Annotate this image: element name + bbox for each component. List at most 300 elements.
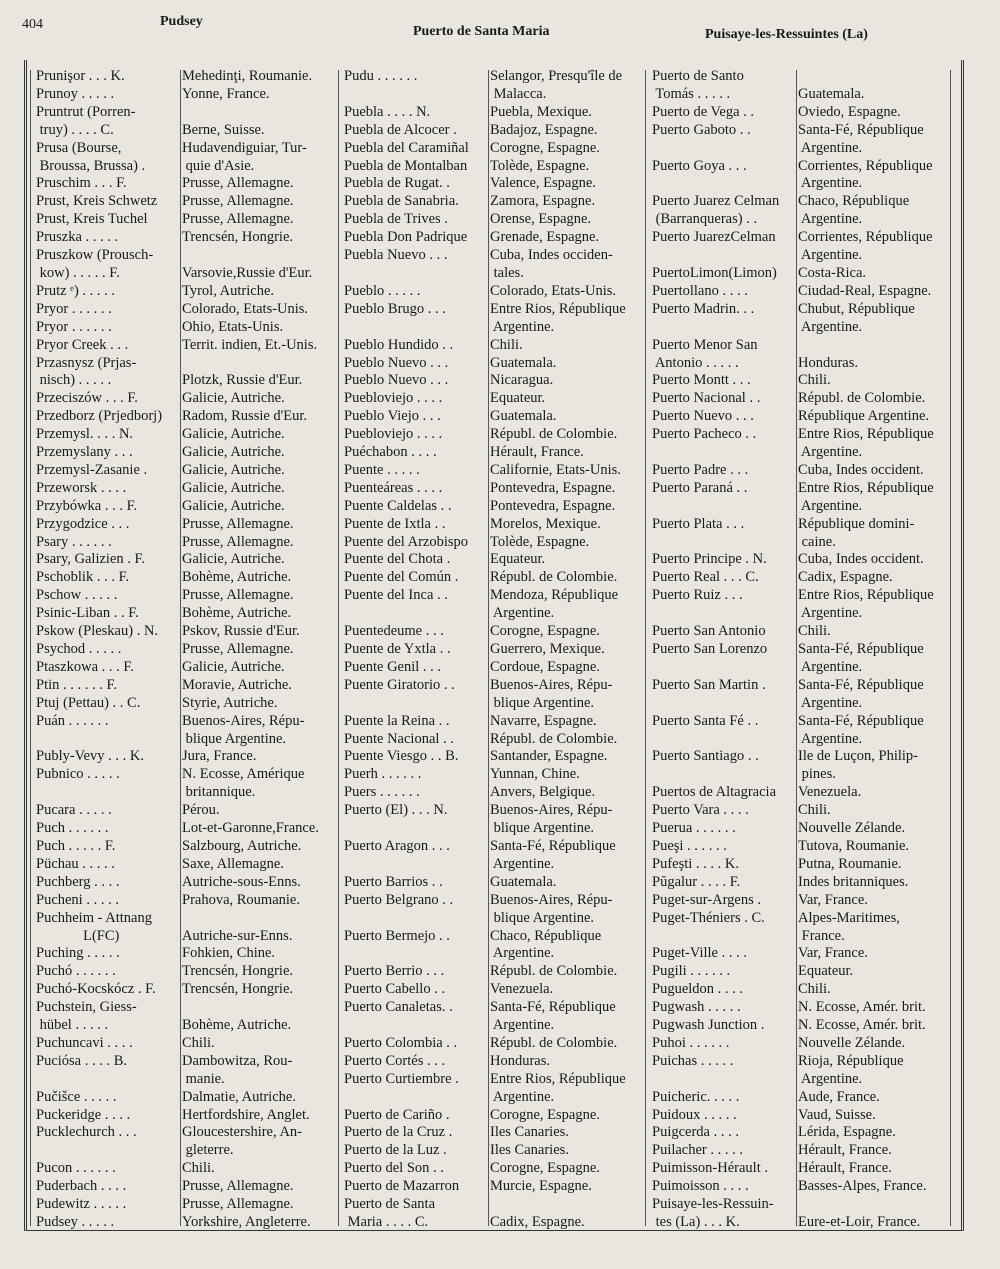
place-name [344,605,490,623]
gazetteer-entry [36,480,332,498]
place-name: Puente . . . . . [344,461,420,478]
gazetteer-entry [344,677,640,695]
place-location: Honduras. [490,1052,551,1069]
gazetteer-entry [344,963,640,981]
place-location: blique Argentine. [490,820,595,837]
place-name: Pueşi . . . . . . [652,837,727,854]
gazetteer-entry [36,301,332,319]
gazetteer-entry [36,355,332,373]
place-location: Trencsén, Hongrie. [182,981,294,998]
place-name: Puerto Juarez Celman [652,193,780,210]
place-name: Puching . . . . . [36,945,120,962]
place-name: Puch . . . . . F. [36,837,116,854]
gazetteer-entry [652,1089,948,1107]
place-location: Santa-Fé, République [798,676,924,693]
place-location: Equateur. [490,390,546,407]
place-name: Puerto Belgrano . . [344,891,454,908]
place-location: Autriche-sous-Enns. [182,873,301,890]
place-name: Puerto Menor San [652,336,758,353]
place-location: Galicie, Autriche. [182,426,285,443]
place-location: Trencsén, Hongrie. [182,963,294,980]
place-location: Prusse, Allemagne. [182,175,294,192]
place-location: N. Ecosse, Amérique [182,766,305,783]
place-location: Argentine. [490,1017,555,1034]
place-name [344,86,490,104]
place-location: Valence, Espagne. [490,175,596,192]
place-location: Corrientes, République [798,157,933,174]
gazetteer-entry [652,587,948,605]
place-location: Guatemala. [798,85,865,102]
page-header [0,0,1000,48]
gazetteer-entry [344,928,640,946]
gazetteer-entry [652,175,948,193]
gazetteer-entry [344,516,640,534]
gazetteer-entry [652,229,948,247]
place-location: Pérou. [182,802,220,819]
gazetteer-entry [652,426,948,444]
gazetteer-entry [344,426,640,444]
gazetteer-entry [344,122,640,140]
gazetteer-entry [36,748,332,766]
place-name: Pueblo Nuevo . . . [344,372,449,389]
place-location: Prusse, Allemagne. [182,1178,294,1195]
place-name: Pschoblik . . . F. [36,569,130,586]
place-name: Pudu . . . . . . [344,68,418,84]
gazetteer-entry [344,319,640,337]
place-name: Pucon . . . . . . [36,1160,116,1177]
place-location: Morelos, Mexique. [490,515,601,532]
place-name: nisch) . . . . . [36,372,112,389]
gazetteer-entry [652,802,948,820]
gazetteer-entry [652,158,948,176]
place-location: Prusse, Allemagne. [182,641,294,657]
place-location: Galicie, Autriche. [182,551,285,568]
place-location: blique Argentine. [490,909,595,926]
place-location [798,337,948,355]
place-location: Corogne, Espagne. [490,623,600,640]
place-location: Cuba, Indes occident. [798,551,924,568]
column-rule [645,70,646,1226]
place-name [652,1071,798,1089]
gazetteer-entry [344,1035,640,1053]
gazetteer-entry [344,301,640,319]
place-name: Puertollano . . . . [652,282,748,299]
place-location [490,1196,640,1214]
place-location: Hudavendiguiar, Tur- [182,139,307,156]
place-name: Pudsey . . . . . [36,1214,115,1230]
place-name: Prunişor . . . K. [36,68,125,84]
place-location: Aude, France. [798,1088,880,1105]
place-name [344,856,490,874]
place-name [652,928,798,946]
place-name: Pugili . . . . . . [652,963,731,980]
place-name: Pueblo . . . . . [344,282,421,299]
place-location: Chili. [182,1034,215,1051]
gazetteer-entry [344,659,640,677]
gazetteer-entry [344,534,640,552]
gazetteer-entry [344,68,640,86]
place-name: Psary, Galizien . F. [36,551,146,568]
gazetteer-entry [652,874,948,892]
place-name: Puente Giratorio . . [344,676,455,693]
place-name [344,265,490,283]
gazetteer-entry [344,104,640,122]
place-name: Puigcerda . . . . [652,1124,739,1141]
place-location: Argentine. [798,175,863,192]
place-location: Nouvelle Zélande. [798,820,906,837]
place-name: Puerto Pacheco . . [652,426,757,443]
gazetteer-entry [652,68,948,86]
place-location: blique Argentine. [182,730,287,747]
place-location: Grenade, Espagne. [490,229,600,246]
gazetteer-entry [344,856,640,874]
gazetteer-entry [652,122,948,140]
place-name: Puichas . . . . . [652,1052,734,1069]
place-name: Puerh . . . . . . [344,766,422,783]
place-location: Argentine. [798,658,863,675]
place-name: Pucklechurch . . . [36,1124,137,1141]
place-name: Puerto de Santo [652,68,744,84]
place-location: Bohème, Autriche. [182,605,292,622]
gazetteer-entry [36,605,332,623]
place-name: Püchau . . . . . [36,855,115,872]
place-name [652,319,798,337]
place-name: Przygodzice . . . [36,515,130,532]
place-location: Varsovie,Russie d'Eur. [182,264,313,281]
place-name: Puerto Nacional . . [652,390,761,407]
gazetteer-entry [36,444,332,462]
place-name: tes (La) . . . K. [652,1214,740,1230]
place-location: Argentine. [798,694,863,711]
place-name: Pučišce . . . . . [36,1088,117,1105]
place-location: Argentine. [490,605,555,622]
gazetteer-entry [36,1089,332,1107]
place-location: Prusse, Allemagne. [182,193,294,210]
place-name: Puilacher . . . . . [652,1142,744,1159]
gazetteer-entry [344,605,640,623]
gazetteer-entry [344,408,640,426]
place-location: Chaco, République [490,927,602,944]
column-rule [338,70,339,1226]
place-name: Puerua . . . . . . [652,820,736,837]
place-location: Lot-et-Garonne,France. [182,820,319,837]
gazetteer-entry [652,283,948,301]
place-location: Santa-Fé, République [798,121,924,138]
place-location: Plotzk, Russie d'Eur. [182,372,303,389]
gazetteer-entry [344,337,640,355]
place-name: Puente de Yxtla . . [344,641,451,657]
place-location: Autriche-sur-Enns. [182,927,293,944]
gazetteer-entry [36,1178,332,1196]
place-location: Colorado, Etats-Unis. [182,300,309,317]
place-name: Prust, Kreis Tuchel [36,211,148,228]
place-name: Puerto Canaletas. . [344,999,453,1016]
place-location: Dambowitza, Rou- [182,1052,293,1069]
gazetteer-entry [652,766,948,784]
place-location: Basses-Alpes, France. [798,1178,927,1195]
place-location: Prusse, Allemagne. [182,1196,294,1213]
gazetteer-entry [652,945,948,963]
gazetteer-entry [36,426,332,444]
place-name: Puchuncavi . . . . [36,1034,133,1051]
place-name: truy) . . . . C. [36,121,114,138]
place-name: Przedborz (Prjedborj) [36,408,163,425]
place-name: Puerto Montt . . . [652,372,751,389]
place-name: Puente del Inca . . [344,587,448,604]
place-location: Dalmatie, Autriche. [182,1088,296,1105]
place-name: Pruntrut (Porren- [36,103,136,120]
place-location: Républ. de Colombie. [490,1034,618,1051]
gazetteer-entry [36,193,332,211]
place-location: Entre Rios, République [798,479,934,496]
place-location: caine. [798,533,836,550]
place-location: N. Ecosse, Amér. brit. [798,999,926,1016]
place-name: Puebloviejo . . . . [344,390,443,407]
gazetteer-entry [652,319,948,337]
place-name [652,695,798,713]
place-name: Pufeşti . . . . K. [652,855,739,872]
place-name: Puerto (El) . . . N. [344,802,448,819]
place-name: Przemysl-Zasanie . [36,461,148,478]
place-location: Hertfordshire, Anglet. [182,1106,310,1123]
gazetteer-entry [36,766,332,784]
place-location: Prusse, Allemagne. [182,515,294,532]
place-location: Yorkshire, Angleterre. [182,1214,311,1230]
place-name: Pruschim . . . F. [36,175,127,192]
column-rule [30,70,31,1226]
place-location: Hérault, France. [798,1142,892,1159]
place-name [344,945,490,963]
place-location: Républ. de Colombie. [490,730,618,747]
gazetteer-entry [344,140,640,158]
place-name: Puerto Principe . N. [652,551,767,568]
gazetteer-entry [344,1124,640,1142]
place-location: Entre Rios, République [490,300,626,317]
place-name: Puchó-Kocskócz . F. [36,981,156,998]
place-name [344,319,490,337]
place-name: Puenteáreas . . . . [344,479,443,496]
place-name: Puente del Chota . [344,551,451,568]
gazetteer-entry [652,892,948,910]
gazetteer-entry [652,1035,948,1053]
place-location: Argentine. [798,605,863,622]
place-location: Malacca. [490,85,547,102]
gazetteer-entry [36,569,332,587]
place-location: Guerrero, Mexique. [490,641,605,657]
place-location: Cadix, Espagne. [490,1214,585,1230]
place-name: Puhoi . . . . . . [652,1034,730,1051]
place-location: Nicaragua. [490,372,554,389]
place-location: Chili. [798,981,831,998]
gazetteer-entry [652,534,948,552]
place-location [182,104,332,122]
gazetteer-entry [344,999,640,1017]
place-location: Argentine. [798,139,863,156]
gazetteer-entry [344,355,640,373]
place-name: hübel . . . . . [36,1017,109,1034]
place-name: Puerto de la Luz . [344,1142,447,1159]
gazetteer-entry [344,444,640,462]
place-name: Puán . . . . . . [36,712,109,729]
gazetteer-entry [652,1196,948,1214]
place-name: Puerto Vara . . . . [652,802,749,819]
place-name: Puertos de Altagracia [652,784,777,801]
place-name: Puerto Real . . . C. [652,569,759,586]
place-name [652,444,798,462]
gazetteer-entry [36,122,332,140]
place-location: Tolède, Espagne. [490,533,590,550]
place-name: Puerto Berrio . . . [344,963,445,980]
place-name: Puerto San Martin . [652,676,766,693]
place-location: Galicie, Autriche. [182,444,285,461]
place-name: Ptuj (Pettau) . . C. [36,694,141,711]
place-location: Entre Rios, République [798,587,934,604]
place-location: Guatemala. [490,354,557,371]
place-location: Berne, Suisse. [182,121,265,138]
place-name: Puente del Arzobispo [344,533,469,550]
place-name: Puebla del Caramiñal [344,139,469,156]
place-name: Puget-Théniers . C. [652,909,765,926]
gazetteer-entry [344,784,640,802]
place-location: Prahova, Roumanie. [182,891,300,908]
gazetteer-entry [36,158,332,176]
place-name: Pugwash Junction . [652,1017,765,1034]
gazetteer-entry [344,748,640,766]
place-location: Pskov, Russie d'Eur. [182,623,300,640]
gazetteer-entry [36,963,332,981]
place-location: Californie, Etats-Unis. [490,461,621,478]
place-location: République domini- [798,515,915,532]
place-name: Pueblo Nuevo . . . [344,354,449,371]
place-location: Navarre, Espagne. [490,712,597,729]
place-name [652,766,798,784]
place-name: Puebla de Trives . [344,211,448,228]
place-location: Républ. de Colombie. [490,426,618,443]
place-location: Galicie, Autriche. [182,658,285,675]
place-name: Ptaszkowa . . . F. [36,658,134,675]
place-name: Pubnico . . . . . [36,766,120,783]
place-name: Puerto Santiago . . [652,748,759,765]
gazetteer-column-1 [36,68,332,1232]
gazetteer-entry [36,874,332,892]
gazetteer-entry [36,247,332,265]
gazetteer-entry [344,193,640,211]
gazetteer-entry [344,695,640,713]
place-name: Puerto Gaboto . . [652,121,751,138]
place-location: Saxe, Allemagne. [182,855,284,872]
gazetteer-entry [652,569,948,587]
place-name: Prusa (Bourse, [36,139,122,156]
place-location: pines. [798,766,836,783]
place-name: Pryor . . . . . . [36,318,112,335]
gazetteer-entry [652,820,948,838]
gazetteer-entry [652,1053,948,1071]
gazetteer-entry [344,981,640,999]
place-location: Corogne, Espagne. [490,1160,600,1177]
place-location: Guatemala. [490,873,557,890]
place-location: Chili. [490,336,523,353]
gazetteer-entry [36,1035,332,1053]
place-name: Pŭgalur . . . . F. [652,873,741,890]
place-name: Puchstein, Giess- [36,999,137,1016]
place-location: Républ. de Colombie. [490,569,618,586]
place-location: Orense, Espagne. [490,211,592,228]
place-name: Przemysl. . . . N. [36,426,134,443]
place-location: Buenos-Aires, Répu- [490,676,613,693]
place-location: Ile de Luçon, Philip- [798,748,919,765]
gazetteer-entry [652,1160,948,1178]
header-left-keyword: Pudsey [160,14,203,29]
gazetteer-entry [652,1214,948,1232]
gazetteer-entry [652,1142,948,1160]
gazetteer-entry [652,462,948,480]
place-location: Santa-Fé, République [798,641,924,657]
place-name: Pschow . . . . . [36,587,118,604]
place-name: Puerto Nuevo . . . [652,408,754,425]
place-location: Buenos-Aires, Répu- [490,802,613,819]
place-name: Puerto Goya . . . [652,157,747,174]
place-name: Puisaye-les-Ressuin- [652,1196,774,1213]
gazetteer-entry [36,1071,332,1089]
gazetteer-entry [36,1214,332,1232]
place-location: Fohkien, Chine. [182,945,276,962]
place-name: Prutz ᵉ) . . . . . [36,282,116,299]
gazetteer-entry [344,1107,640,1125]
column-rule [950,70,951,1226]
gazetteer-entry [652,247,948,265]
gazetteer-entry [36,86,332,104]
place-location: Corogne, Espagne. [490,139,600,156]
place-location: Galicie, Autriche. [182,479,285,496]
place-name: Puerto San Antonio [652,623,766,640]
place-location: Badajoz, Espagne. [490,121,598,138]
place-location: gleterre. [182,1142,234,1159]
gazetteer-entry [344,820,640,838]
place-name: Puebla de Sanabria. [344,193,459,210]
place-name: Puente Caldelas . . [344,497,452,514]
place-location: Iles Canaries. [490,1124,569,1141]
place-location: Bohème, Autriche. [182,1017,292,1034]
place-name: Przasnysz (Prjas- [36,354,137,371]
place-location: Chubut, République [798,300,915,317]
place-location: Argentine. [798,730,863,747]
place-location: Argentine. [490,1088,555,1105]
gazetteer-entry [344,372,640,390]
gazetteer-entry [344,1196,640,1214]
gazetteer-entry [344,731,640,749]
place-location: Selangor, Presqu'île de [490,68,623,84]
gazetteer-entry [344,838,640,856]
gazetteer-entry [652,623,948,641]
gazetteer-entry [652,605,948,623]
place-location: Oviedo, Espagne. [798,103,901,120]
place-name: Puebloviejo . . . . [344,426,443,443]
place-location: Galicie, Autriche. [182,497,285,514]
place-name: Puerto Aragon . . . [344,837,450,854]
gazetteer-entry [344,1053,640,1071]
place-name: Puckeridge . . . . [36,1106,131,1123]
gazetteer-entry [36,587,332,605]
place-name: Pskow (Pleskau) . N. [36,623,159,640]
gazetteer-entry [652,963,948,981]
place-location: Alpes-Maritimes, [798,909,900,926]
place-name: Puerto San Lorenzo [652,641,768,657]
place-location: Chili. [182,1160,215,1177]
place-name: Puerto JuarezCelman [652,229,776,246]
place-name: Przybówka . . . F. [36,497,138,514]
gazetteer-entry [36,945,332,963]
place-name [652,731,798,749]
